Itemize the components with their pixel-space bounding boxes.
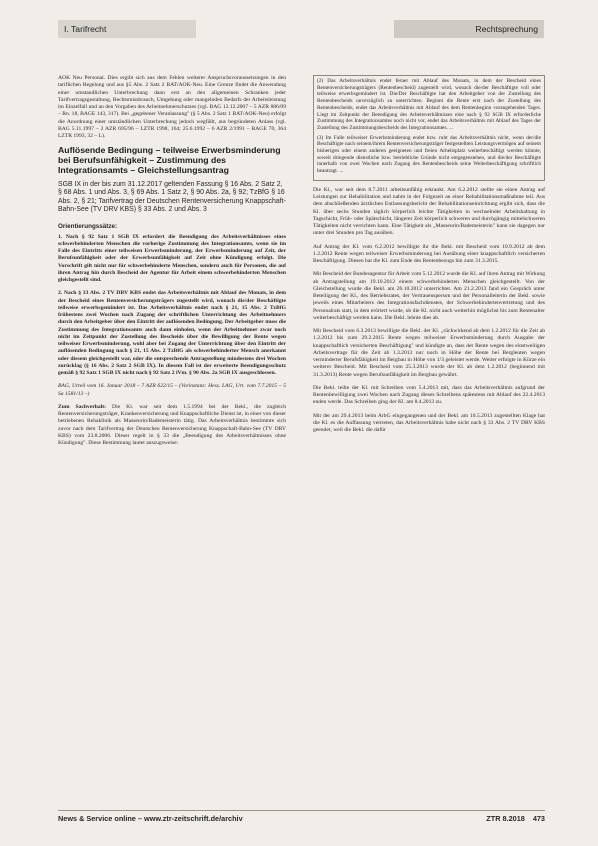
facts-text: Die Kl. war seit dem 1.5.1994 bei der Bekl., die zugleich Rentenversicherungsträger, Krankenversicherung und Knappschaftliche Dienst ist, in einer von dieser betriebenen Rehaklinik als Masseurin/Bademeisterin tätig. Das Arbeitsverhältnis bestimmte sich zuvor nach dem Tarifvertrag der Deutschen Rentenversicherung Knappschaft-Bahn-See (TV DRV KBS) vom 23.8.2006. Dieser regelt in § 33 die „Beendigung des Arbeitsverhältnisses ohne Kündigung". Diese Bestimmung lautet auszugsweise:: [58, 403, 286, 447]
body-paragraph: Mit der am 29.4.2013 beim ArbG eingegangenen und der Bekl. am 10.5.2013 zugestellten Klage hat die Kl. es die Auffassung vertreten, das Arbeitsverhältnis habe nicht nach § 33 Abs. 2 TV DRV KBS geendet, weil die Bekl. die dafür: [313, 412, 545, 434]
tariff-quote-box: [313, 75, 545, 181]
statute-references: SGB IX in der bis zum 31.12.2017 geltenden Fassung § 16 Abs. 2 Satz 2, § 68 Abs. 1 und Abs. 3, § 69 Abs. 1 Satz 2, § 90 Abs. 2a, § 92; TzBfG § 16 Abs. 2, § 21; Tarifvertrag der Deutschen Rentenversicherung Knappschaft-Bahn-See (TV DRV KBS) § 33 Abs. 2 und Abs. 3: [58, 180, 286, 214]
page-number: 473: [532, 814, 545, 823]
rubric-header: Rechtsprechung: [394, 20, 544, 38]
footer-issue: [440, 814, 545, 823]
right-column: [313, 75, 545, 805]
footer-divider: [58, 810, 545, 811]
guiding-principles-label: Orientierungssätze:: [58, 222, 118, 230]
guiding-principle-2: 2. Nach § 33 Abs. 2 TV DRV KBS endet das Arbeitsverhältnis mit Ablauf des Monats, in dem der Bescheid eines Rentenversicherungsträgers zugestellt wird, wonach die/der Beschäftigte teilweise erwerbsgemindert ist. Das Arbeitsverhältnis endet nach § 21, 15 Abs. 2 TzBfG frühestens zwei Wochen nach Zugang der schriftlichen Unterrichtung des Arbeitnehmers durch den Arbeitgeber über den Eintritt der auflösenden Bedingung. Der Arbeitgeber muss die Zustimmung des Integrationsamts auch dann einholen, wenn der Arbeitnehmer zwar noch nicht im Zeitpunkt der Zustellung des Bescheids über die Bewilligung der Rente wegen teilweiser Erwerbsminderung, wohl aber bei Zugang der Unterrichtung über den Eintritt der auflösenden Bedingung nach § 21, 15 Abs. 2 TzBfG als schwerbehinderter Mensch anerkannt oder diesem gleichgestellt war, oder die entsprechende Antragstellung mindestens drei Wochen zurücklag (§ 16 Abs. 2 Satz 2 SGB IX). In diesem Fall ist der erweiterte Beendigungsschutz gemäß § 92 Satz 1 SGB IX nicht nach § 92 Satz 2 iVm. § 90 Abs. 2a SGB IX ausgeschlossen.: [58, 290, 286, 377]
tariff-quote-paragraph-2: (2) Das Arbeitsverhältnis endet ferner mit Ablauf des Monats, in dem der Bescheid eines Rentenversicherungsträgers (Rentenbescheid) zugestellt wird, wonach die/der Beschäftigte voll oder teilweise erwerbsgemindert ist. Die/Der Beschäftigte hat den Arbeitgeber von der Zustellung des Rentenbescheids unverzüglich zu unterrichten. Beginnt die Rente erst nach der Zustellung des Rentenbescheids, endet das Arbeitsverhältnis mit Ablauf des dem Rentenbeginn vorangehenden Tages. Liegt im Zeitpunkt der Beendigung des Arbeitsverhältnisses eine nach § 92 SGB IX erforderliche Zustimmung des Integrationsamtes noch nicht vor, endet das Arbeitsverhältnis mit Ablauf des Tages der Zustellung des Zustimmungsbescheids des Integrationsamtes. ...: [317, 78, 541, 131]
body-paragraph: Mit Bescheid der Bundesagentur für Arbeit vom 5.12.2012 wurde die Kl. auf ihren Antrag mit Wirkung ab Antragstellung am 19.10.2012 einem schwerbehinderten Menschen gleichgestellt. Von der Gleichstellung wurde die Bekl. am 26.10.2012 unterrichtet. Am 21.2.2013 fand ein Gespräch unter Beteiligung der Kl., des Betriebsrates, der Vertrauensperson und der Personalleiterin der Bekl. sowie jeweils eines Mitarbeiters des Integrationsfachdienstes, der Schwerbehindertenvertretung und des Personalrats statt, in dem erörtert wurde, ob die Kl. nicht auch weiterhin möglichst bis zum Rentenalter weiterbeschäftigt werden kann. Die Bekl. lehnte dies ab.: [313, 271, 545, 321]
facts-label: Zum Sachverhalt:: [58, 403, 106, 410]
facts-paragraph: [58, 404, 286, 448]
tariff-quote-paragraph-3: (3) Im Falle teilweiser Erwerbsminderung endet bzw. ruht das Arbeitsverhältnis nicht, wenn der/die Beschäftigte nach seinem/ihrem Rentenversicherungsträger festgestellten Leistungsvermögen auf seinem bisherigen oder einem anderen geeigneten und freien Arbeitsplatz weiterbeschäftigt werden könnte, soweit dringende dienstliche bzw. betriebliche Gründe nicht entgegenstehen, und die/der Beschäftigte innerhalb von zwei Wochen nach Zugang des Rentenbescheids seine Weiterbeschäftigung schriftlich beantragt. ...: [317, 134, 541, 175]
body-paragraph: Die Bekl. teilte der Kl. mit Schreiben vom 5.4.2013 mit, dass das Arbeitsverhältnis aufgrund der Rentenbewilligung zwei Wochen nach Zugang dieses Schreibens spätestens mit Ablauf des 22.4.2013 enden werde. Das Schreiben ging der Kl. am 8.4.2013 zu.: [313, 384, 545, 406]
section-header: I. Tarifrecht: [58, 20, 196, 38]
court-citation: BAG, Urteil vom 16. Januar 2018 – 7 AZR 622/15 – (Vorinstanz: Hess. LAG, Urt. vom 7.7.2015 – 5 Sa 1581/13 –): [58, 383, 286, 397]
footer-archive-link[interactable]: News & Service online – www.ztr-zeitschrift.de/archiv: [58, 814, 243, 823]
journal-issue: ZTR 8.2018: [486, 814, 525, 823]
body-paragraph: Mit Bescheid vom 6.3.2013 bewilligte die Bekl. der Kl. „rückwirkend ab dem 1.2.2012 für die Zeit ab 1.2.2012 bis zum 29.2.2015 Rente wegen teilweiser Erwerbsminderung durch Ausgabe der knappschaftlich versicherten Beschäftigung" und kündigte an, dass der Rente wegen des einstweiligen Arbeitsvertrags für die Zeit ab 1.3.2013 nur noch in Höhe der Rente bei Bergleuten wegen verminderter Berufsfähigkeit im Bergbau in Höhe von 1/3 geleistet werde. Weiter erfolgte in Kürze ein weiterer Bescheid. Mit Bescheid vom 25.3.2013 wurde der Kl. ab dem 1.2.2012 (beginnend mit 31.3.2013) Rente wegen Berufsunfähigkeit im Bergbau gewährt.: [313, 328, 545, 378]
continued-paragraph: AÖK Neu Personal. Dies ergibt sich aus dem Fehlen weiterer Anspruchsvoraussetzungen in den tariflichen Regelung und aus §5 Abs. 2 Satz 2 BAT/AOK-Neu. Eine Grenze findet die Anwendung einer umstandlichen Unterbrechung dann erst an den allgemeinen Schranken jeder Tarifvertragsgestaltung, Rechtsmissbrauch, Umgehung oder mangelnden Bedarfs der Arbeitsleistung im Einzelfall und an den Vorgaben des Arbeitnehmerschutzes (vgl. BAG 12.12.2007 – 5 AZR 886/09 – Rn. 18, BAGE 143, 317). Bei „gegebener Veranlassung" (§ 5 Abs. 2 Satz 1 BAT/AOK-Neu) erfolgt die Anordnung einer umständlichen Unterbrechung jedoch wegfällt, aus begründeten Anlass (vgl. BAG 5.11.1997 – 2 AZR 695/96 – LZTR 1998, 164; 25.6.1992 – 6 AZR 2/1991 – BAGE 70, 364 LZTR 1993, 32 – L).: [58, 75, 286, 139]
body-paragraph: Die Kl., war seit dem 8.7.2011 arbeitsunfähig erkrankt. Am 6.2.2012 stellte sie einen Antrag auf Leistungen zur Rehabilitation und nahm in der Folgezeit an einer Rehabilitationsmaßnahme teil. Aus dem abschließenden ärztlichen Entlassungsbericht der Rehabilitationseinrichtung ergibt sich, dass die Kl. über sechs Stunden täglich körperlich leichte Tätigkeiten in wechselnder Arbeitshaltung in Tagschicht, Früh- oder Spätschicht, längerer Zeit körperlich schweren und durchgängig mittelschweren Tätigkeiten nicht verrichten kann. Eine Tätigkeit als „Masseurin/Bademeisterin" kann sie dagegen nur unter drei Stunden pro Tag ausüben.: [313, 186, 545, 237]
body-paragraph: Auf Antrag der Kl. vom 6.2.2012 bewilligte ihr die Bekl. mit Bescheid vom 10.9.2012 ab dem 1.2.2012 Rente wegen teilweiser Erwerbsminderung bei Ausübung einer knappschaftlich versicherten Beschäftigung. Diesen hat die Kl. zum Ende des Rentenbezugs hin zum 31.3.2015.: [313, 243, 545, 265]
left-column: [58, 75, 286, 805]
decision-heading: Auflösende Bedingung – teilweise Erwerbsminderung bei Berufsunfähigkeit – Zustimmung des Integrationsamts – Gleichstellungsantrag: [58, 145, 281, 175]
guiding-principle-1: 1. Nach § 92 Satz 1 SGB IX erfordert die Beendigung des Arbeitsverhältnisses eines schwerbehinderten Menschen die vorherige Zustimmung des Integrationsamts, wenn sie im Falle des Eintritts einer teilweisen Erwerbsminderung, der Erwerbsminderung auf Zeit, der Berufsunfähigkeit oder der Erwerbsunfähigkeit auf Zeit ohne Kündigung erfolgt. Die Vorschrift gilt nicht nur für schwerbehinderte Menschen, sondern auch für Personen, die auf ihren Antrag hin durch Bescheid der Agentur für Arbeit einem schwerbehinderten Menschen gleichgestellt sind.: [58, 233, 286, 284]
